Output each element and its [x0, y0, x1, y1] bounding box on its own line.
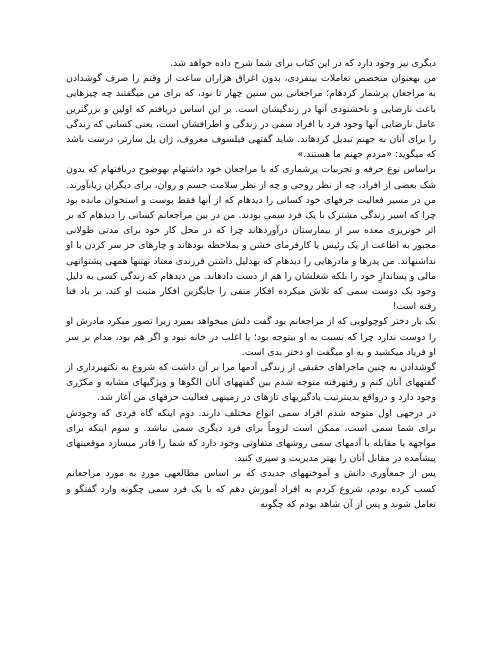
paragraph-3: براساس نوع حرفه و تجربیات پرشماری که با مراجعان خود داشتهام بهوضوح دریافتهام که بدون شک بعضی از افراد، چه از نظر روحی و چه از نظر سلامت جسم و روان، برای دیگران زیانآورند. — [66, 164, 436, 191]
paragraph-8: پس از جمعآوری دانش و آموختههای جدیدی که بر اساس مطالعهی موردِ به مورد مراجعانم کسب کرده بودم، شروع کردم به افراد آموزش دهم که با یک فرد سمی چگونه وارد گفتگو و تعامل شوند و پس از آن شاهد بودم که چگونه — [66, 468, 436, 510]
paragraph-6: گوشدادن به چنین ماجراهای حقیقی از زندگی آدمها مرا بر آن داشت که شروع به نکتهبرداری از گفتههای آنان کنم و رفتهرفته متوجه شدم بین گفتههای آنان الگوها و ویژگیهای مشابه و مکرّری وجود دارد و درواقع بدینترتیب یادگیریهای تازهای در زمینهی فعالیت حرفهای من آغاز شد. — [66, 362, 436, 404]
paragraph-1: دیگری نیز وجود دارد که در این کتاب برای شما شرح داده خواهد شد. — [170, 58, 436, 69]
paragraph-5: یک بار دختر کوچولویی که از مراجعانم بود گفت دلش میخواهد بمیرد زیرا تصور میکرد مادرش او را دوست ندارد چرا که نسبت به او بیتوجه بود؛ یا اغلب در خانه نبود و اگر هم بود، مدام بر سر او فریاد میکشید و به او میگفت او دختر بدی است. — [66, 316, 436, 358]
paragraph-4: من در مسیر فعالیت حرفهای خود کسانی را دیدهام که از آنها فقط پوست و استخوان مانده بود چرا که اسیر زندگی مشترک با یک فرد سمی بودند. من در بین مراجعانم کسانی را دیدهام که بر اثر خونریزی معده سر از بیمارستان درآوردهاند چرا که در محل کار خود برای مدتی طولانی مجبور به اطاعت از یک رئیس یا کارفرمای خشن و بملاحظه بودهاند و چارهای جز سر کردن با او نداشتهاند. من پدرها و مادرهایی را دیدهام که بهدلیل داشتن فرزندی معتاد نهتنها همهی پشتوانهی مالی و پساندازِ خود را بلکه شغلشان را هم از دست دادهاند. من دیدهام که زندگی کسی به دلیل وجود یک دوست سمی که تلاش میکرده افکار منفی را جایگزین افکار مثبت او کند، بر باد فنا رفته است! — [66, 194, 436, 313]
paragraph-2: من بهعنوان متخصص تعاملات بینفردی، بدون اغراق هزاران ساعت از وقتم را صرف گوشدادن به مراجعان پرشمار کردهام؛ مراجعانی بین سنین چهار تا نود، که برای من میگفتند چه چیزهایی باعث نارضایی و ناخشنودی آنها در زندگیشان است. بر این اساس دریافتم که اولین و بزرگترین عامل نارضایی آنها وجود فرد یا افراد سمی در زندگی و اطرافشان است، یعنی کسانی که زندگی را برای آنان به جهنم تبدیل کردهاند. شاید گفتهی فیلسوف معروف، ژان پل سارتر، درست باشد که میگوید: «مردم جهنم ما هستند.» — [66, 73, 436, 161]
paragraph-7: در درجهی اول متوجه شدم افراد سمی انواع مختلف دارند. دوم اینکه گاه فردی که وجودش برای شما سمی است، ممکن است لزوماً برای فرد دیگری سمی نباشد. و سوم اینکه برای مواجهه یا مقابله با آدمهای سمی روشهای متفاوتی وجود دارد که شما را قادر میسازد موقعیتهای پیشآمده در مقابل آنان را بهتر مدیریت و سپری کنید. — [66, 407, 436, 465]
